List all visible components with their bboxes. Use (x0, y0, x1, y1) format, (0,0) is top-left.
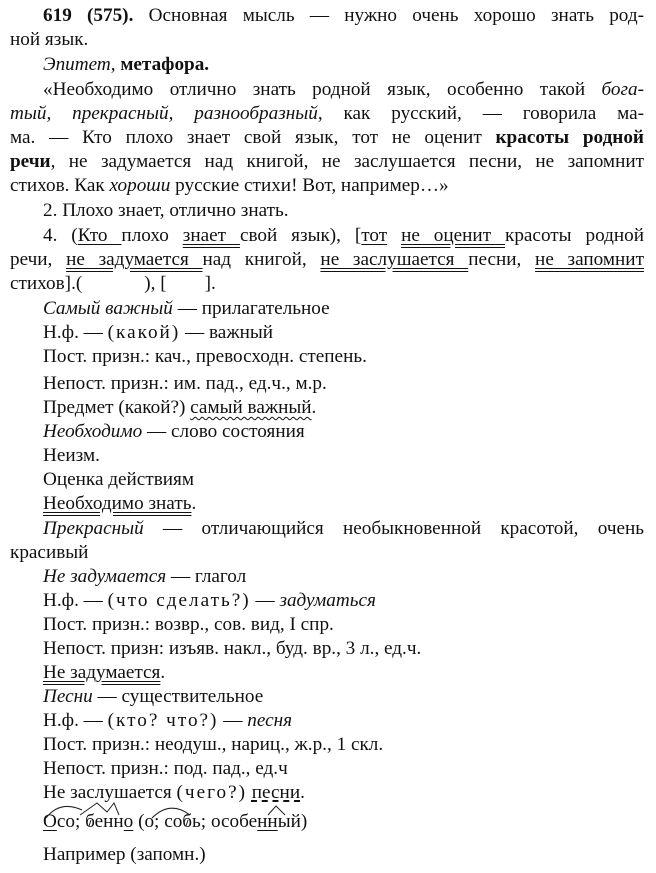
predicate-underline: не заслушается (320, 249, 469, 270)
quote-line-4 (10, 150, 644, 174)
parse-text: над книгой, (202, 249, 321, 270)
exercise-number: 619 (575). (43, 5, 134, 26)
wavy-underline: самый важный (190, 397, 312, 418)
analysis-question: (чего?) (176, 782, 247, 803)
quote-bold: красоты родной (495, 127, 644, 148)
parse-text: речи, (10, 249, 67, 270)
analysis-line: Неизм. (43, 445, 100, 466)
parse-text: свой язык), [ (239, 225, 362, 246)
analysis-line (43, 297, 330, 321)
analysis-text: Предмет (какой?) (43, 397, 191, 418)
quote-text: , как русский, — говорила ма- (317, 103, 645, 124)
quote-text: русские стихи! Вот, например…» (170, 175, 449, 196)
predicate-underline: знает (182, 225, 240, 246)
analysis-term: Прекрасный (43, 518, 144, 539)
analysis-line: Непост. призн.: под. пад., ед.ч (43, 758, 288, 779)
analysis-question: (какой) (107, 322, 181, 343)
analysis-line: Пост. призн.: кач., превосходн. степень. (43, 346, 367, 367)
morpheme-text: со; (56, 811, 86, 832)
predicate-underline: не задумается (66, 249, 203, 270)
parse-text: ), [ (144, 273, 167, 294)
morpheme-text: (о; (133, 811, 165, 832)
analysis-text: . (191, 493, 197, 514)
analysis-question: (что сделать?) (107, 590, 251, 611)
morpheme-text: собь; особе (164, 811, 258, 832)
parse-text: красоты родной (505, 225, 645, 246)
devices-line (43, 53, 209, 77)
quote-italic: бога- (601, 79, 644, 100)
task-2: 2. Плохо знает, отлично знать. (43, 200, 289, 221)
analysis-question: (кто? что?) (107, 710, 219, 731)
morpheme-underlined: нн (257, 811, 278, 832)
quote-bold: речи (10, 151, 51, 172)
main-idea-continuation: ной язык. (10, 29, 89, 50)
analysis-text: . (160, 662, 166, 683)
predicate-underline: не оценит (401, 225, 505, 246)
analysis-line: Оценка действиям (43, 469, 194, 490)
analysis-term: Не задумается (43, 566, 167, 587)
subject-underline: Кто (77, 225, 122, 246)
analysis-term: задуматься (279, 590, 376, 611)
analysis-line (43, 492, 196, 516)
analysis-text: — важный (180, 322, 274, 343)
analysis-line (43, 709, 292, 733)
analysis-text: — (218, 710, 248, 731)
morpheme-underlined: О (43, 811, 57, 832)
analysis-text: Н.ф. — (43, 710, 108, 731)
analysis-line (43, 781, 305, 805)
main-idea-text: Основная мысль — нужно очень хорошо знать род- (133, 5, 645, 26)
subject-underline: тот (361, 225, 388, 246)
parse-text: 4. ( (43, 225, 78, 246)
task-4-scheme (10, 272, 216, 296)
quote-line-2 (10, 102, 644, 126)
analysis-line: Непост. призн: изъяв. накл., буд. вр., 3 л., ед.ч. (43, 638, 422, 659)
analysis-line (43, 420, 305, 444)
quote-text: «Необходимо отлично знать родной язык, особенно такой (43, 79, 602, 100)
quote-line-5 (10, 174, 449, 198)
morpheme-text: ый) (277, 811, 308, 832)
exercise-header-line (43, 4, 644, 28)
analysis-line: Пост. призн.: возвр., сов. вид, I спр. (43, 614, 334, 635)
analysis-line (43, 589, 376, 613)
parse-text (387, 225, 401, 246)
analysis-line (43, 321, 273, 345)
analysis-term: Необходимо (43, 421, 143, 442)
analysis-text: Не заслушается (43, 782, 177, 803)
analysis-term: Самый важный (43, 298, 173, 319)
device-metaphor: метафора. (120, 54, 210, 75)
analysis-term: Песни (43, 686, 93, 707)
predicate-underline: Не задумается (43, 662, 161, 683)
morpheme-underlined: о (123, 811, 134, 832)
dash-dot-underline: песни (251, 782, 301, 803)
analysis-line (43, 685, 263, 709)
predicate-underline: Необходимо знать (43, 493, 192, 514)
analysis-text: — существительное (92, 686, 264, 707)
analysis-text: — отличающийся необыкновенной красотой, очень (143, 518, 644, 539)
device-epithet: Эпитет (43, 54, 111, 75)
parse-text: ]. (204, 273, 216, 294)
quote-text: , не задумается над книгой, не заслушается песни, не запомнит (50, 151, 644, 172)
analysis-line: красивый (10, 542, 89, 563)
quote-italic: тый, прекрасный, разнообразный (10, 103, 318, 124)
predicate-underline: не запомнит (535, 249, 644, 270)
analysis-text: — глагол (166, 566, 247, 587)
analysis-line (43, 396, 316, 420)
morpheme-text: бенн (85, 811, 124, 832)
analysis-text: — (250, 590, 280, 611)
analysis-line (43, 661, 165, 685)
analysis-text: . (300, 782, 305, 803)
parse-text: стихов].( (10, 273, 83, 294)
quote-text: стихов. Как (10, 175, 110, 196)
quote-line-3 (10, 126, 644, 150)
analysis-text: Н.ф. — (43, 322, 108, 343)
analysis-term: песня (247, 710, 293, 731)
analysis-line (43, 517, 644, 541)
separator: , (110, 54, 121, 75)
analysis-line: Пост. призн.: неодуш., нариц., ж.р., 1 скл. (43, 734, 384, 755)
quote-line-1 (43, 78, 644, 102)
quote-italic: хороши (109, 175, 171, 196)
quote-text: ма. — Кто плохо знает свой язык, тот не оценит (10, 127, 496, 148)
parse-text: плохо (121, 225, 183, 246)
task-4-line-1 (43, 224, 644, 248)
morpheme-analysis-line (43, 810, 307, 834)
footer-line: Например (запомн.) (43, 844, 206, 865)
analysis-text: — слово состояния (142, 421, 305, 442)
task-4-line-2 (10, 248, 644, 272)
parse-text: песни, (468, 249, 536, 270)
analysis-line (43, 565, 246, 589)
analysis-text: — прилагательное (172, 298, 330, 319)
analysis-text: Н.ф. — (43, 590, 108, 611)
analysis-text: . (311, 397, 317, 418)
analysis-line: Непост. призн.: им. пад., ед.ч., м.р. (43, 373, 327, 394)
